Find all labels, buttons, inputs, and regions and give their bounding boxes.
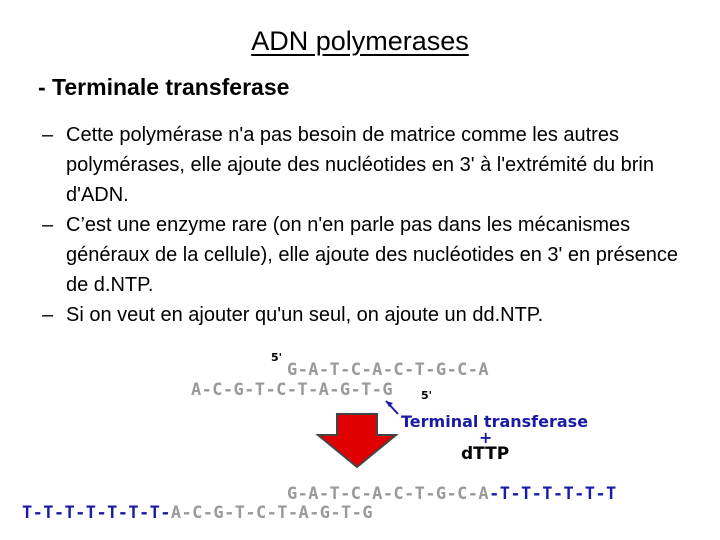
bullet-marker: – bbox=[42, 214, 54, 236]
bottom-strand: A-C-G-T-C-T-A-G-T-G bbox=[191, 380, 394, 400]
bullet-text: Cette polymérase n'a pas besoin de matrice comme les autres polymérases, elle ajoute des nucléotides en 3' à l'extrémité du brin d'ADN. bbox=[66, 124, 654, 206]
slide-subtitle: - Terminale transferase bbox=[38, 74, 290, 100]
top-strand: G-A-T-C-A-C-T-G-C-A bbox=[287, 360, 490, 380]
product-top-strand-core: G-A-T-C-A-C-T-G-C-A bbox=[287, 484, 490, 504]
slide-title: ADN polymerases bbox=[251, 26, 469, 56]
bullet-marker: – bbox=[42, 124, 54, 146]
bottom-strand-5prime-label: 5' bbox=[421, 389, 433, 402]
product-top-tail: -T-T-T-T-T-T bbox=[489, 484, 617, 504]
product-bottom-tail: T-T-T-T-T-T-T- bbox=[22, 503, 171, 523]
plus-sign: + bbox=[479, 428, 493, 447]
product-top-strand bbox=[287, 484, 617, 504]
substrate-label: dTTP bbox=[461, 444, 510, 464]
top-strand-5prime-label: 5' bbox=[271, 351, 283, 364]
product-bottom-strand bbox=[22, 503, 373, 523]
product-bottom-strand-core: A-C-G-T-C-T-A-G-T-G bbox=[170, 503, 373, 523]
bullet-text: C’est une enzyme rare (on n'en parle pas dans les mécanismes généraux de la cellule), elle ajoute des nucléotides en 3' en présence de d.NTP. bbox=[66, 214, 679, 296]
bullet-marker: – bbox=[42, 304, 54, 326]
bullet-text: Si on veut en ajouter qu'un seul, on ajoute un dd.NTP. bbox=[66, 304, 544, 326]
enzyme-label: Terminal transferase bbox=[401, 412, 589, 431]
reaction-arrow-icon bbox=[318, 414, 396, 467]
